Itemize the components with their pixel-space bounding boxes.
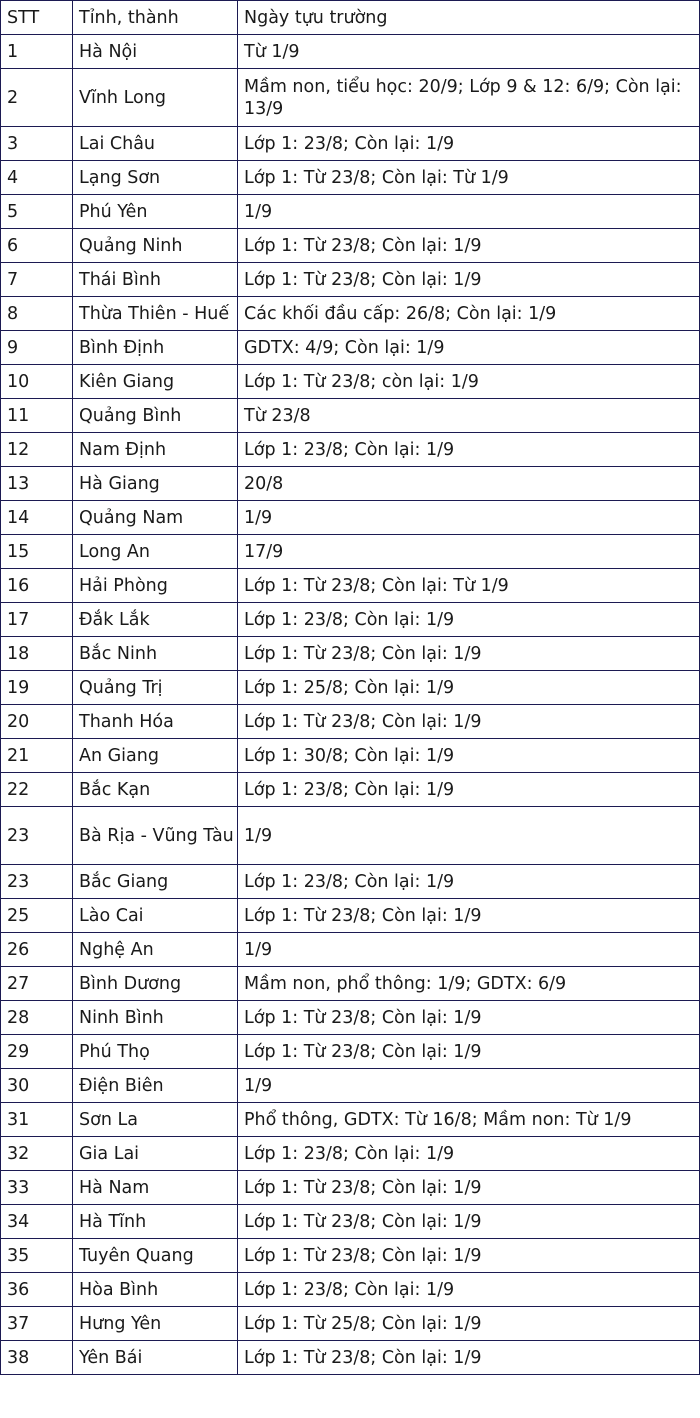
- row-province: Ninh Bình: [73, 1001, 238, 1035]
- row-start-date: Lớp 1: 23/8; Còn lại: 1/9: [238, 127, 700, 161]
- row-province: Hòa Bình: [73, 1273, 238, 1307]
- table-row: [1, 1239, 700, 1273]
- table-row: [1, 1001, 700, 1035]
- row-stt: 35: [1, 1239, 73, 1273]
- row-province: Lai Châu: [73, 127, 238, 161]
- table-row: [1, 399, 700, 433]
- row-province: Nam Định: [73, 433, 238, 467]
- table-row: [1, 1341, 700, 1375]
- row-start-date: Lớp 1: Từ 23/8; Còn lại: 1/9: [238, 229, 700, 263]
- table-row: [1, 161, 700, 195]
- row-start-date: Từ 1/9: [238, 35, 700, 69]
- row-province: Quảng Bình: [73, 399, 238, 433]
- row-start-date: 1/9: [238, 933, 700, 967]
- row-start-date: Các khối đầu cấp: 26/8; Còn lại: 1/9: [238, 297, 700, 331]
- row-stt: 5: [1, 195, 73, 229]
- table-row: [1, 1069, 700, 1103]
- row-start-date: Lớp 1: 23/8; Còn lại: 1/9: [238, 1137, 700, 1171]
- row-stt: 19: [1, 671, 73, 705]
- row-stt: 36: [1, 1273, 73, 1307]
- row-province: Quảng Trị: [73, 671, 238, 705]
- row-province: Điện Biên: [73, 1069, 238, 1103]
- row-stt: 18: [1, 637, 73, 671]
- table-row: [1, 1273, 700, 1307]
- row-start-date: Lớp 1: Từ 23/8; còn lại: 1/9: [238, 365, 700, 399]
- table-row: [1, 739, 700, 773]
- row-stt: 8: [1, 297, 73, 331]
- table-body: [1, 35, 700, 1375]
- row-stt: 29: [1, 1035, 73, 1069]
- table-row: [1, 433, 700, 467]
- row-start-date: Mầm non, tiểu học: 20/9; Lớp 9 & 12: 6/9; Còn lại: 13/9: [238, 69, 700, 127]
- row-stt: 7: [1, 263, 73, 297]
- row-stt: 11: [1, 399, 73, 433]
- row-start-date: Lớp 1: Từ 23/8; Còn lại: 1/9: [238, 637, 700, 671]
- row-province: Bà Rịa - Vũng Tàu: [73, 807, 238, 865]
- header-stt: STT: [1, 1, 73, 35]
- table-row: [1, 1307, 700, 1341]
- row-province: Hải Phòng: [73, 569, 238, 603]
- row-stt: 21: [1, 739, 73, 773]
- row-province: Bắc Giang: [73, 865, 238, 899]
- row-start-date: Lớp 1: 25/8; Còn lại: 1/9: [238, 671, 700, 705]
- header-row: [1, 1, 700, 35]
- row-stt: 38: [1, 1341, 73, 1375]
- row-province: Kiên Giang: [73, 365, 238, 399]
- row-stt: 26: [1, 933, 73, 967]
- row-start-date: 20/8: [238, 467, 700, 501]
- row-province: Long An: [73, 535, 238, 569]
- table-row: [1, 1137, 700, 1171]
- table-row: [1, 671, 700, 705]
- row-start-date: Lớp 1: 23/8; Còn lại: 1/9: [238, 433, 700, 467]
- row-province: Bắc Ninh: [73, 637, 238, 671]
- row-stt: 37: [1, 1307, 73, 1341]
- header-province: Tỉnh, thành: [73, 1, 238, 35]
- table-row: [1, 865, 700, 899]
- row-start-date: 1/9: [238, 501, 700, 535]
- row-province: Tuyên Quang: [73, 1239, 238, 1273]
- row-start-date: Lớp 1: Từ 23/8; Còn lại: 1/9: [238, 1035, 700, 1069]
- row-stt: 2: [1, 69, 73, 127]
- row-start-date: Từ 23/8: [238, 399, 700, 433]
- row-stt: 12: [1, 433, 73, 467]
- row-province: An Giang: [73, 739, 238, 773]
- table-row: [1, 69, 700, 127]
- table-row: [1, 535, 700, 569]
- row-start-date: 1/9: [238, 1069, 700, 1103]
- table-row: [1, 967, 700, 1001]
- row-start-date: Lớp 1: Từ 23/8; Còn lại: 1/9: [238, 1205, 700, 1239]
- table-row: [1, 467, 700, 501]
- row-province: Thái Bình: [73, 263, 238, 297]
- row-stt: 22: [1, 773, 73, 807]
- row-start-date: 17/9: [238, 535, 700, 569]
- table-row: [1, 773, 700, 807]
- table-row: [1, 637, 700, 671]
- row-province: Hưng Yên: [73, 1307, 238, 1341]
- row-stt: 3: [1, 127, 73, 161]
- row-stt: 20: [1, 705, 73, 739]
- row-start-date: 1/9: [238, 195, 700, 229]
- row-start-date: Lớp 1: 23/8; Còn lại: 1/9: [238, 773, 700, 807]
- table-row: [1, 1205, 700, 1239]
- table-row: [1, 899, 700, 933]
- row-stt: 32: [1, 1137, 73, 1171]
- row-province: Hà Tĩnh: [73, 1205, 238, 1239]
- row-province: Sơn La: [73, 1103, 238, 1137]
- row-start-date: GDTX: 4/9; Còn lại: 1/9: [238, 331, 700, 365]
- row-start-date: 1/9: [238, 807, 700, 865]
- row-start-date: Lớp 1: Từ 23/8; Còn lại: Từ 1/9: [238, 569, 700, 603]
- row-province: Quảng Nam: [73, 501, 238, 535]
- row-province: Phú Thọ: [73, 1035, 238, 1069]
- row-province: Thừa Thiên - Huế: [73, 297, 238, 331]
- table-row: [1, 569, 700, 603]
- row-start-date: Lớp 1: Từ 23/8; Còn lại: 1/9: [238, 705, 700, 739]
- row-province: Lạng Sơn: [73, 161, 238, 195]
- table-row: [1, 127, 700, 161]
- table-row: [1, 501, 700, 535]
- row-province: Lào Cai: [73, 899, 238, 933]
- table-row: [1, 365, 700, 399]
- row-stt: 25: [1, 899, 73, 933]
- table-row: [1, 603, 700, 637]
- table-row: [1, 1171, 700, 1205]
- row-stt: 28: [1, 1001, 73, 1035]
- table-row: [1, 35, 700, 69]
- header-start-date: Ngày tựu trường: [238, 1, 700, 35]
- table-row: [1, 807, 700, 865]
- row-stt: 15: [1, 535, 73, 569]
- row-province: Vĩnh Long: [73, 69, 238, 127]
- row-start-date: Lớp 1: Từ 23/8; Còn lại: 1/9: [238, 1001, 700, 1035]
- row-stt: 13: [1, 467, 73, 501]
- row-province: Quảng Ninh: [73, 229, 238, 263]
- row-province: Gia Lai: [73, 1137, 238, 1171]
- row-start-date: Lớp 1: Từ 25/8; Còn lại: 1/9: [238, 1307, 700, 1341]
- row-start-date: Lớp 1: Từ 23/8; Còn lại: 1/9: [238, 899, 700, 933]
- row-stt: 33: [1, 1171, 73, 1205]
- row-stt: 1: [1, 35, 73, 69]
- row-stt: 14: [1, 501, 73, 535]
- table-row: [1, 297, 700, 331]
- row-stt: 31: [1, 1103, 73, 1137]
- row-province: Bình Định: [73, 331, 238, 365]
- row-stt: 34: [1, 1205, 73, 1239]
- row-start-date: Lớp 1: 23/8; Còn lại: 1/9: [238, 603, 700, 637]
- row-start-date: Lớp 1: Từ 23/8; Còn lại: 1/9: [238, 1171, 700, 1205]
- row-province: Hà Nam: [73, 1171, 238, 1205]
- row-stt: 10: [1, 365, 73, 399]
- row-stt: 9: [1, 331, 73, 365]
- row-start-date: Lớp 1: 23/8; Còn lại: 1/9: [238, 1273, 700, 1307]
- row-province: Đắk Lắk: [73, 603, 238, 637]
- row-province: Yên Bái: [73, 1341, 238, 1375]
- table-row: [1, 705, 700, 739]
- row-stt: 6: [1, 229, 73, 263]
- row-stt: 30: [1, 1069, 73, 1103]
- row-start-date: Lớp 1: 23/8; Còn lại: 1/9: [238, 865, 700, 899]
- row-start-date: Mầm non, phổ thông: 1/9; GDTX: 6/9: [238, 967, 700, 1001]
- row-start-date: Lớp 1: 30/8; Còn lại: 1/9: [238, 739, 700, 773]
- row-stt: 16: [1, 569, 73, 603]
- row-stt: 27: [1, 967, 73, 1001]
- row-province: Bắc Kạn: [73, 773, 238, 807]
- row-province: Bình Dương: [73, 967, 238, 1001]
- row-stt: 23: [1, 865, 73, 899]
- row-start-date: Lớp 1: Từ 23/8; Còn lại: 1/9: [238, 263, 700, 297]
- row-start-date: Lớp 1: Từ 23/8; Còn lại: 1/9: [238, 1239, 700, 1273]
- row-start-date: Phổ thông, GDTX: Từ 16/8; Mầm non: Từ 1/9: [238, 1103, 700, 1137]
- row-stt: 4: [1, 161, 73, 195]
- table-row: [1, 263, 700, 297]
- row-stt: 17: [1, 603, 73, 637]
- row-stt: 23: [1, 807, 73, 865]
- row-province: Thanh Hóa: [73, 705, 238, 739]
- table-row: [1, 195, 700, 229]
- table-row: [1, 1103, 700, 1137]
- row-start-date: Lớp 1: Từ 23/8; Còn lại: 1/9: [238, 1341, 700, 1375]
- row-start-date: Lớp 1: Từ 23/8; Còn lại: Từ 1/9: [238, 161, 700, 195]
- table-row: [1, 933, 700, 967]
- row-province: Nghệ An: [73, 933, 238, 967]
- row-province: Hà Nội: [73, 35, 238, 69]
- table-header: [1, 1, 700, 35]
- row-province: Hà Giang: [73, 467, 238, 501]
- table-row: [1, 1035, 700, 1069]
- row-province: Phú Yên: [73, 195, 238, 229]
- table-row: [1, 229, 700, 263]
- table-row: [1, 331, 700, 365]
